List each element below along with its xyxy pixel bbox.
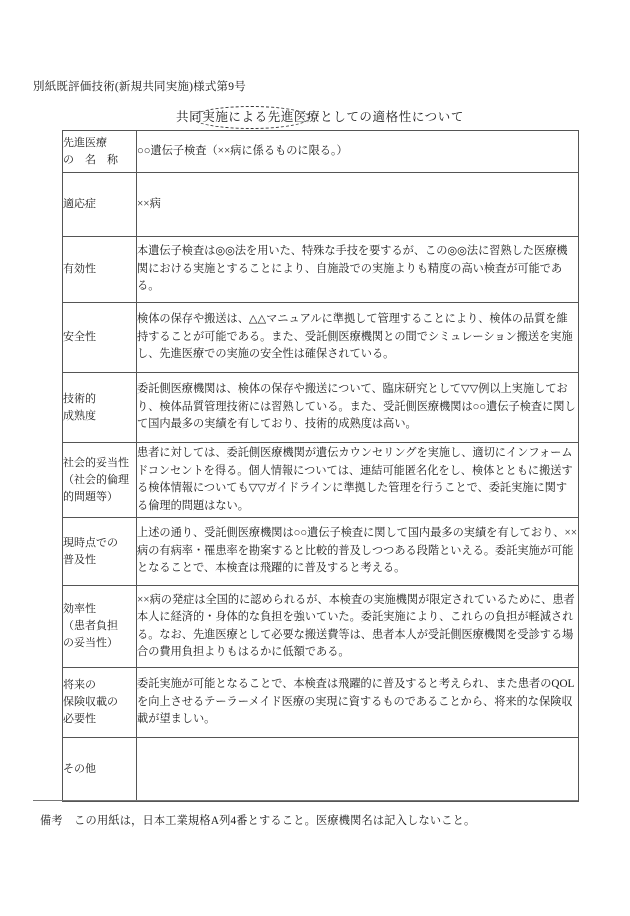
table-row [63, 738, 579, 802]
label-line: 的問題等） [63, 490, 118, 503]
label-line: 効率性 [63, 603, 96, 615]
table-row [63, 373, 579, 443]
label-line: 保険収載の [63, 696, 118, 708]
label-line: 先進医療 [63, 136, 107, 149]
eligibility-form-table [62, 130, 579, 802]
row-label-future-insurance [63, 668, 137, 738]
row-label-current-diffusion [63, 518, 137, 586]
row-label-safety [63, 303, 137, 373]
row-value-social-validity[interactable] [137, 443, 579, 518]
table-row [63, 668, 579, 738]
row-label-efficiency [63, 586, 137, 668]
table-row [63, 303, 579, 373]
row-value-text: 検体の保存や搬送は、△△マニュアルに準拠して管理することにより、検体の品質を維持することが可能である。また、受託側医療機関との間でシミュレーション搬送を実施し、先進医療での実施の安全性は確保されている。 [137, 313, 573, 361]
row-value-text: 本遺伝子検査は◎◎法を用いた、特殊な手技を要するが、この◎◎法に習熟した医療機関における実施とすることにより、自施設での実施よりも精度の高い検査が可能である。 [137, 245, 568, 293]
row-value-efficacy[interactable] [137, 237, 579, 303]
label-line: 成熟度 [63, 409, 96, 422]
table-row [63, 237, 579, 303]
row-value-other[interactable] [137, 738, 579, 802]
row-value-text: 委託側医療機関は、検体の保存や搬送について、臨床研究として▽▽例以上実施しており、検体品質管理技術には習熟している。また、受託側医療機関は○○遺伝子検査に関して国内最多の実績を有しており、技術的成熟度は高い。 [137, 383, 576, 431]
row-value-text: 委託実施が可能となることで、本検査は飛躍的に普及すると考えられ、また患者のQOLを向上させるテーラーメイド医療の実現に資するものであることから、将来的な保険収載が望ましい。 [137, 678, 575, 726]
row-value-text: ××病の発症は全国的に認められるが、本検査の実施機関が限定されているために、患者本人に経済的・身体的な負担を強いていた。委託実施により、これらの負担が軽減される。なお、先進医療として必要な搬送費等は、患者本人が受託側医療機関を受診する場合の費用負担よりもはるかに低額である。 [137, 593, 575, 658]
label-line: 有効性 [63, 263, 96, 275]
label-line: （患者負担 [63, 620, 118, 632]
row-value-text: 上述の通り、受託側医療機関は○○遺伝子検査に関して国内最多の実績を有しており、××病の有病率・罹患率を勘案すると比較的普及しつつある段階といえる。委託実施が可能となることで、本検査は飛躍的に普及すると考える。 [137, 527, 578, 575]
row-label-efficacy [63, 237, 137, 303]
row-value-future-insurance[interactable] [137, 668, 579, 738]
row-value-current-diffusion[interactable] [137, 518, 579, 586]
form-number-label: 別紙既評価技術(新規共同実施)様式第9号 [33, 81, 246, 93]
row-label-name [63, 131, 137, 173]
row-label-indication [63, 173, 137, 237]
row-value-efficiency[interactable] [137, 586, 579, 668]
label-line: 普及性 [63, 553, 96, 566]
footer-divider [33, 800, 578, 801]
label-line: の 名 称 [63, 153, 118, 166]
row-value-indication[interactable] [137, 173, 579, 237]
label-line: 現時点での [63, 536, 118, 549]
table-row [63, 586, 579, 668]
row-value-name[interactable] [137, 131, 579, 173]
table-row [63, 131, 579, 173]
footer-note: 備考 この用紙は，日本工業規格A列4番とすること。医療機関名は記入しないこと。 [40, 815, 476, 827]
table-row [63, 518, 579, 586]
row-label-technical-maturity [63, 373, 137, 443]
table-row [63, 173, 579, 237]
row-value-text: 患者に対しては、委託側医療機関が遺伝カウンセリングを実施し、適切にインフォームドコンセントを得る。個人情報については、連結可能匿名化をし、検体とともに搬送する検体情報についても▽▽ガイドラインに準拠した管理を行うことで、委託実施に関する倫理的問題はない。 [137, 447, 573, 512]
form-table-body [63, 131, 579, 802]
label-line: その他 [63, 763, 96, 775]
row-label-other [63, 738, 137, 802]
row-value-text: ××病 [137, 197, 161, 210]
label-line: 安全性 [63, 331, 96, 343]
label-line: の妥当性） [63, 637, 118, 649]
row-label-social-validity [63, 443, 137, 518]
page-title: 共同実施による先進医療としての適格性について [176, 110, 464, 124]
table-row [63, 443, 579, 518]
label-line: （社会的倫理 [63, 473, 129, 486]
label-line: 社会的妥当性 [63, 456, 129, 469]
label-line: 必要性 [63, 713, 96, 725]
label-line: 将来の [63, 679, 96, 691]
label-line: 技術的 [63, 392, 96, 405]
row-value-safety[interactable] [137, 303, 579, 373]
row-value-text: ○○遺伝子検査（××病に係るものに限る。） [137, 144, 348, 157]
label-line: 適応症 [63, 198, 96, 210]
title-row [62, 104, 578, 128]
row-value-technical-maturity[interactable] [137, 373, 579, 443]
